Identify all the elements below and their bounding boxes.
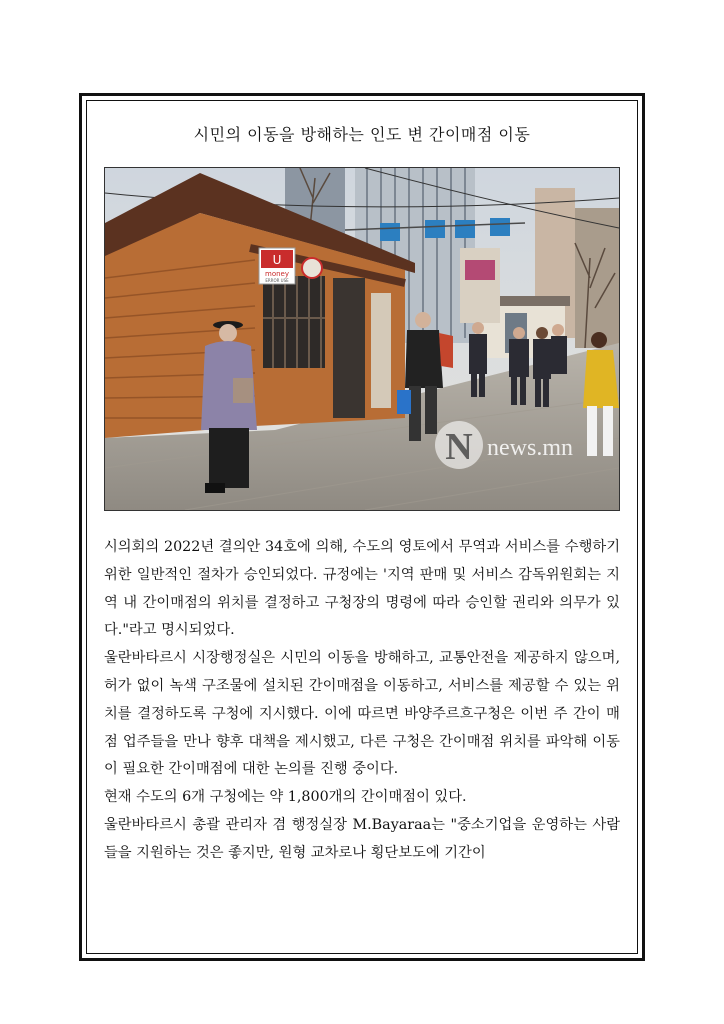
woman-purple-coat (201, 321, 257, 493)
kiosk-sign-letter: U (272, 253, 282, 267)
kiosk-sign-subtext: ERROR USE (265, 278, 289, 283)
article-title: 시민의 이동을 방해하는 인도 변 간이매점 이동 (193, 125, 531, 144)
paragraph: 울란바타르시 시장행정실은 시민의 이동을 방해하고, 교통안전을 제공하지 않으며, 허가 없이 녹색 구조물에 설치된 간이매점을 이동하고, 서비스를 제공할 수 있는 위치를 결정하도록 구청에 지시했다. 이에 따르면 바양주르흐구청은 이번 주 간이 매점 업주들을 만나 향후 대책을 제시했고, 다른 구청은 간이매점 위치를 파악해 이동이 필요한 간이매점에 대한 논의를 진행 중이다. (104, 650, 620, 778)
watermark-letter: N (445, 426, 473, 468)
paragraph: 시의회의 2022년 결의안 34호에 의해, 수도의 영토에서 무역과 서비스를 수행하기 위한 일반적인 절차가 승인되었다. 규정에는 '지역 판매 및 서비스 감독위원회는 지역 내 간이매점의 위치를 결정하고 구청장의 명령에 따라 승인할 권리와 의무가 있다."라고 명시되었다. (104, 539, 620, 639)
article-photo (104, 167, 620, 511)
paragraph: 울란바타르시 총괄 관리자 겸 행정실장 M.Bayaraa는 "중소기업을 운영하는 사람들을 지원하는 것은 좋지만, 원형 교차로나 횡단보도에 기간이 (104, 816, 620, 861)
page-border (79, 93, 645, 961)
article-body (104, 534, 620, 868)
kiosk-sign-text: money (265, 270, 289, 278)
paragraph: 현재 수도의 6개 구청에는 약 1,800개의 간이매점이 있다. (104, 789, 467, 806)
watermark-text: news.mn (487, 435, 573, 461)
